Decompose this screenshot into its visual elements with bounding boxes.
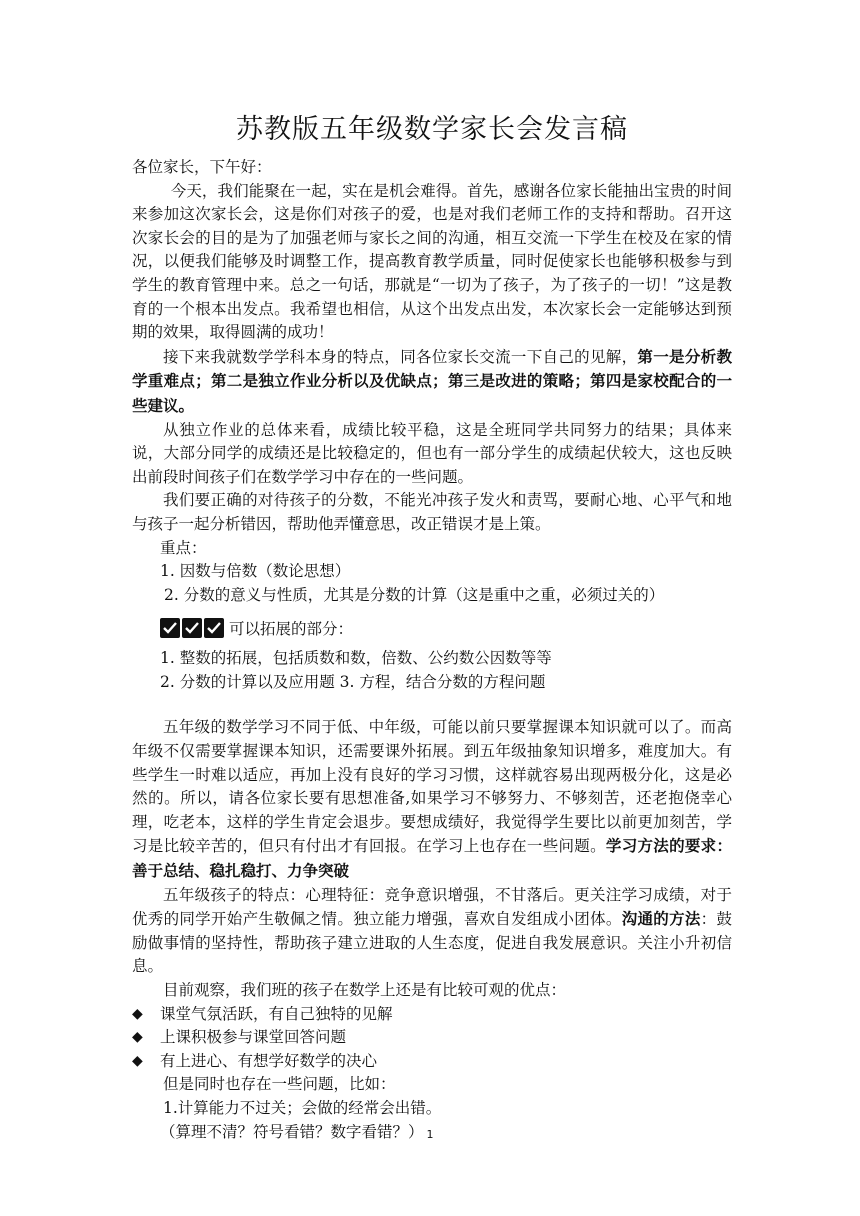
characteristics-text: 五年级孩子的特点：心理特征：竞争意识增强，不甘落后。更关注学习成绩，对于优秀的同学开始产生敬佩之情。独立能力增强，喜欢自发组成小团体。	[132, 885, 732, 929]
check-box-icon	[204, 618, 224, 638]
outline-text: 接下来我就数学学科本身的特点，同各位家长交流一下自己的见解，	[163, 347, 638, 366]
merit-text: 有上进心、有想学好数学的决心	[160, 1051, 378, 1070]
outline-bold-text: 第一是分析教学重难点；第二是独立作业分析以及优缺点；第三是改进的策略；第四是家校配合的一些建议。	[132, 346, 732, 415]
communication-bold-text: 沟通的方法	[621, 909, 701, 929]
study-method-bold-text: 学习方法的要求：善于总结、稳扎稳打、力争突破	[132, 836, 732, 881]
diamond-bullet-icon: ◆	[132, 1005, 143, 1022]
merit-text: 课堂气氛活跃，有自己独特的见解	[160, 1004, 393, 1023]
paragraph-problems: 但是同时也存在一些问题，比如：	[163, 1075, 396, 1094]
greeting: 各位家长，下午好：	[132, 158, 272, 176]
grade-five-text: 五年级的数学学习不同于低、中年级，可能以前只要掌握课本知识就可以了。而高年级不仅需要掌握课本知识，还需要课外拓展。到五年级抽象知识增多，难度加大。有些学生一时难以适应，再加上没有良好的学习习惯，这样就容易出现两极分化，这是必然的。所以，请各位家长要有思想准备,如果学习不够努力、不够刻苦，还老抱侥幸心理，吃老本，这样的学生肯定会退步。要想成绩好，我觉得学生要比以前更加刻苦，学习是比较辛苦的，但只有付出才有回报。在学习上也存在一些问题。	[132, 718, 732, 856]
paragraph-grade-five	[132, 716, 732, 883]
document-body	[132, 106, 732, 1144]
extension-item: 2. 分数的计算以及应用题 3. 方程，结合分数的方程问题	[160, 672, 546, 691]
problem-item: 1.计算能力不过关；会做的经常会出错。	[163, 1098, 442, 1117]
paragraph-outline	[132, 345, 732, 419]
check-box-icon	[182, 618, 202, 638]
paragraph-scores: 我们要正确的对待孩子的分数，不能光冲孩子发火和责骂，要耐心地、心平气和地与孩子一起分析错因，帮助他弄懂意思，改正错误才是上策。	[132, 491, 732, 533]
check-box-icon	[160, 618, 180, 638]
problem-note: （算理不清？符号看错？数字看错？）	[160, 1122, 424, 1141]
key-point-item: 1. 因数与倍数（数论思想）	[160, 562, 351, 581]
key-points-label: 重点：	[160, 538, 207, 557]
extension-header	[132, 615, 732, 641]
extension-label: 可以拓展的部分：	[229, 620, 354, 639]
communication-text: ：鼓励做事情的坚持性，帮助孩子建立进取的人生态度，促进自我发展意识。关注小升初信息。	[132, 910, 732, 976]
paragraph-observation: 目前观察，我们班的孩子在数学上还是有比较可观的优点：	[163, 981, 567, 999]
extension-item: 1. 整数的拓展，包括质数和数，倍数、公约数公因数等等	[160, 649, 552, 668]
merit-text: 上课积极参与课堂回答问题	[160, 1028, 347, 1047]
paragraph-characteristics	[132, 884, 732, 979]
paragraph-intro: 今天，我们能聚在一起，实在是机会难得。首先，感谢各位家长能抽出宝贵的时间来参加这次家长会，这是你们对孩子的爱，也是对我们老师工作的支持和帮助。召开这次家长会的目的是为了加强老师与家长之间的沟通，相互交流一下学生在校及在家的情况，以便我们能够及时调整工作，提高教育教学质量，同时促使家长也能够积极参与到学生的教育管理中来。总之一句话，那就是“一切为了孩子，为了孩子的一切！”这是教育的一个根本出发点。我希望也相信，从这个出发点出发，本次家长会一定能够达到预期的效果，取得圆满的成功！	[132, 181, 732, 342]
merit-item	[132, 1026, 732, 1050]
diamond-bullet-icon: ◆	[132, 1052, 143, 1069]
diamond-bullet-icon: ◆	[132, 1029, 143, 1046]
key-point-item: 2. 分数的意义与性质，尤其是分数的计算（这是重中之重，必须过关的）	[164, 585, 665, 604]
page-title: 苏教版五年级数学家长会发言稿	[236, 114, 628, 145]
merit-item	[132, 1003, 732, 1027]
paragraph-homework: 从独立作业的总体来看，成绩比较平稳，这是全班同学共同努力的结果；具体来说，大部分同学的成绩还是比较稳定的，但也有一部分学生的成绩起伏较大，这也反映出前段时间孩子们在数学学习中存在的一些问题。	[132, 420, 732, 486]
merit-item	[132, 1050, 732, 1074]
page-number: 1	[426, 1128, 434, 1141]
